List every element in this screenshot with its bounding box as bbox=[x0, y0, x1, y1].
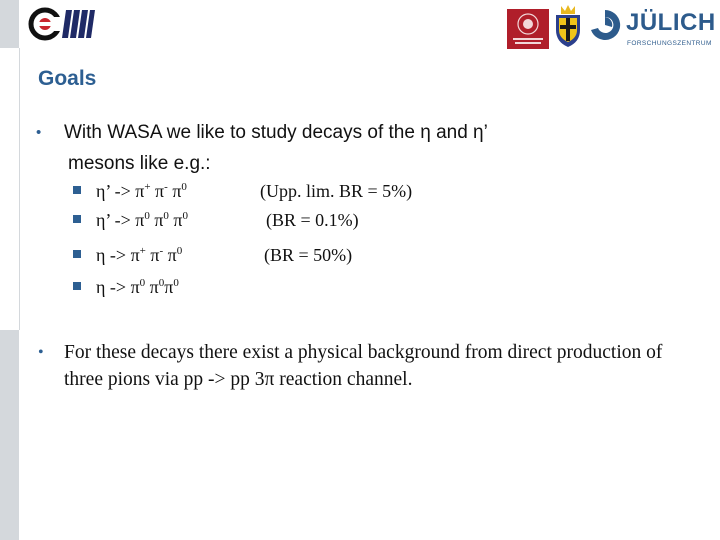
julich-mark-logo bbox=[588, 8, 622, 42]
coat-of-arms-logo bbox=[553, 4, 583, 48]
sidebar-decoration-top bbox=[0, 0, 19, 48]
decay-expression: $\eta -> \pi^0$ $\pi^0\pi^0$ bbox=[96, 277, 179, 297]
bullet-wasa bbox=[36, 117, 676, 179]
square-bullet bbox=[73, 250, 81, 258]
julich-name: JÜLICH bbox=[626, 9, 716, 36]
slide-title: Goals bbox=[38, 67, 97, 90]
university-seal-logo bbox=[507, 9, 549, 49]
bullet-background-text: For these decays there exist a physical background from direct production of three pions via pp -> pp 3π reaction channel. bbox=[64, 342, 663, 390]
decay-expression: η’ -> π+ π- $\pi^0$ bbox=[96, 181, 187, 201]
cosy-logo bbox=[28, 6, 96, 42]
bullet-background bbox=[38, 339, 688, 393]
decay-expression: η’ -> $\pi^0$ $\pi^0$ $\pi^0$ bbox=[96, 210, 189, 230]
square-bullet bbox=[73, 186, 81, 194]
bullet-dot: • bbox=[38, 344, 44, 361]
julich-subtitle: FORSCHUNGSZENTRUM bbox=[627, 40, 712, 47]
branching-ratio: (Upp. lim. BR = 5%) bbox=[260, 181, 413, 201]
square-bullet bbox=[73, 282, 81, 290]
branching-ratio: (BR = 0.1%) bbox=[266, 210, 359, 230]
decay-expression: η -> π+ π- $\pi^0$ bbox=[96, 245, 183, 265]
bullet-wasa-line2: mesons like e.g.: bbox=[68, 153, 211, 174]
square-bullet bbox=[73, 215, 81, 223]
sidebar-decoration-bottom bbox=[0, 330, 19, 540]
sidebar-divider bbox=[19, 48, 20, 330]
bullet-wasa-line1: With WASA we like to study decays of the η and η’ bbox=[64, 122, 488, 143]
branching-ratio: (BR = 50%) bbox=[264, 245, 353, 265]
bullet-dot: • bbox=[36, 124, 42, 141]
